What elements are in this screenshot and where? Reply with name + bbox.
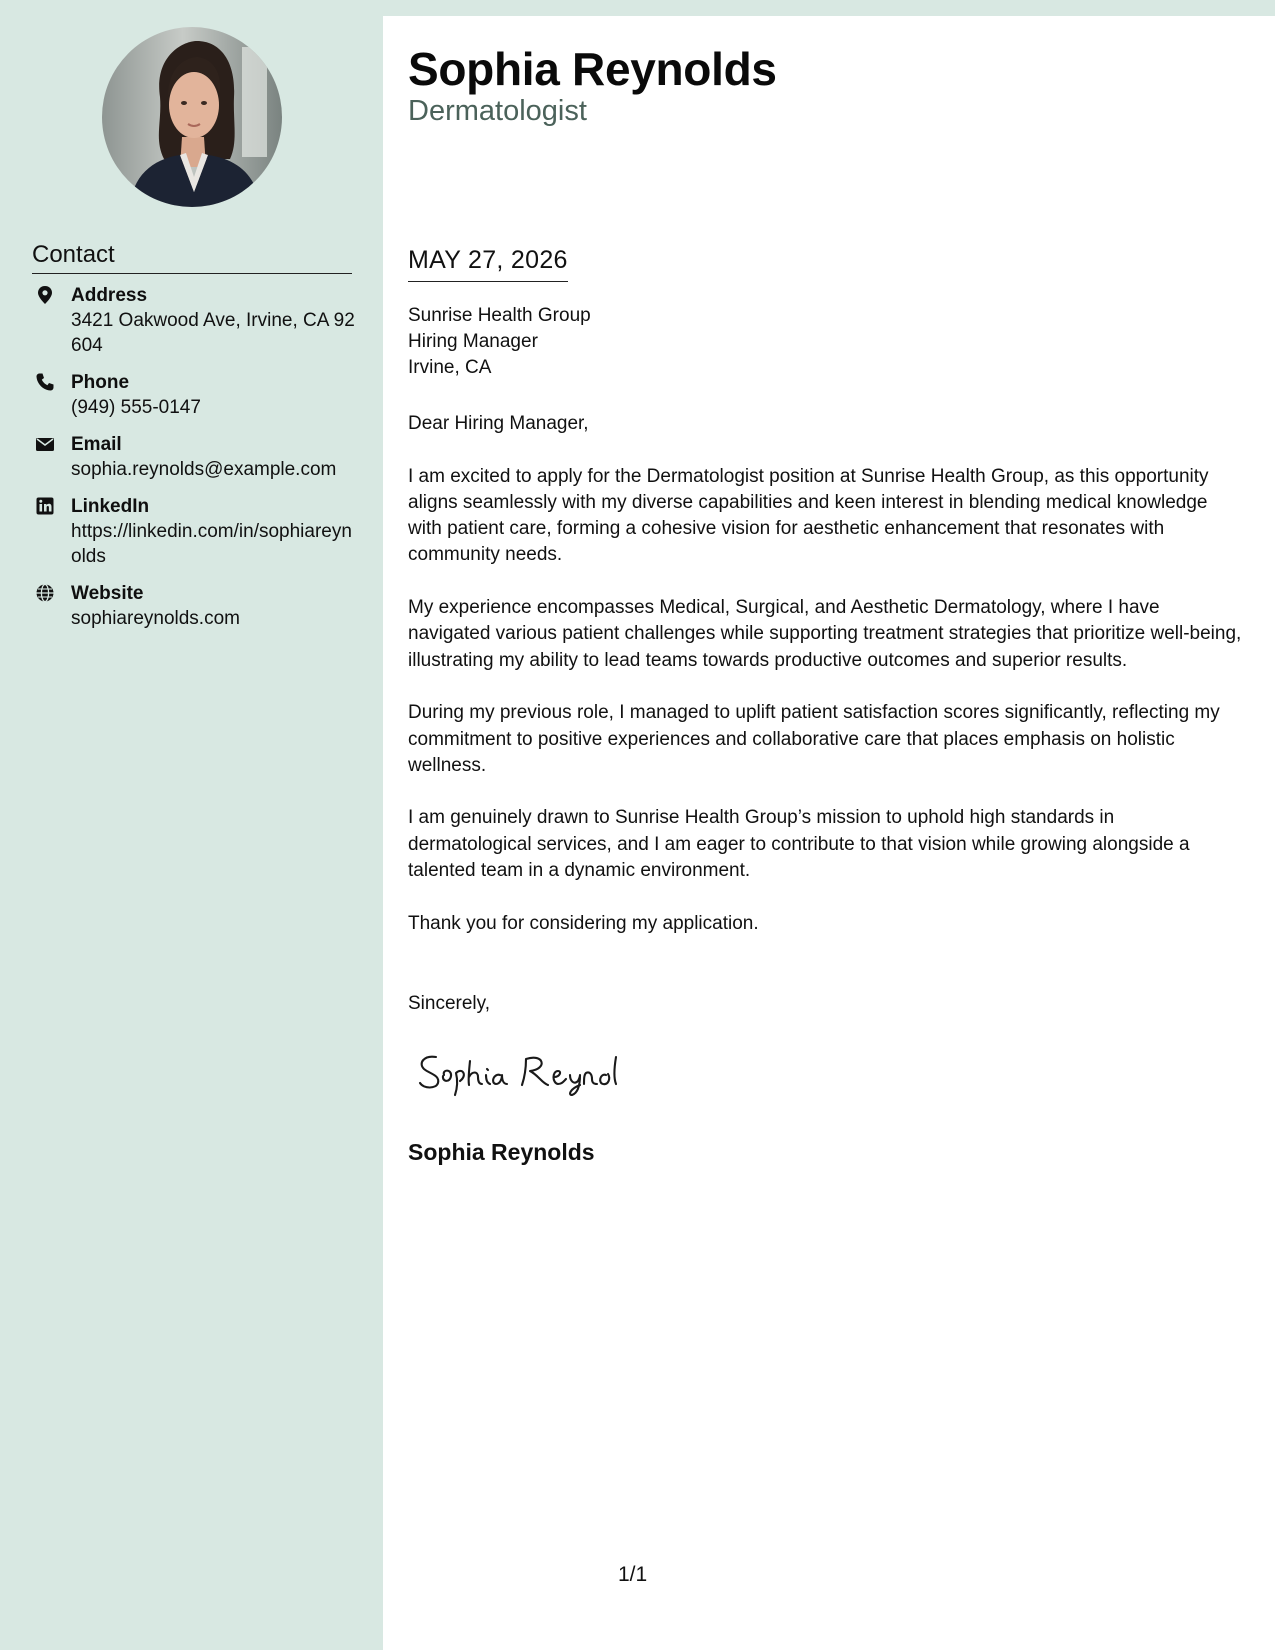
contact-item-website	[32, 581, 357, 631]
address-value: 3421 Oakwood Ave, Irvine, CA 92604	[71, 310, 355, 356]
envelope-icon	[35, 434, 55, 454]
linkedin-value[interactable]: https://linkedin.com/in/sophiareynolds	[71, 521, 352, 567]
letter-panel	[383, 16, 1275, 1650]
applicant-name: Sophia Reynolds	[408, 43, 777, 95]
contact-item-linkedin	[32, 494, 357, 569]
profile-photo	[102, 27, 282, 207]
recipient-company: Sunrise Health Group	[408, 305, 591, 326]
email-label: Email	[71, 434, 122, 455]
recipient-title: Hiring Manager	[408, 331, 538, 352]
recipient-location: Irvine, CA	[408, 357, 492, 378]
sidebar	[0, 0, 383, 1650]
letter-body	[408, 411, 1243, 963]
phone-value: (949) 555-0147	[71, 397, 201, 418]
linkedin-icon	[35, 496, 55, 516]
recipient-block	[408, 303, 1228, 381]
address-label: Address	[71, 285, 148, 306]
contact-item-phone	[32, 370, 357, 420]
map-pin-icon	[35, 285, 55, 305]
body-paragraph-5: Thank you for considering my application.	[408, 912, 759, 934]
phone-label: Phone	[71, 372, 130, 393]
contact-item-email	[32, 432, 357, 482]
contact-item-address	[32, 283, 357, 358]
email-value[interactable]: sophia.reynolds@example.com	[71, 459, 337, 480]
linkedin-label: LinkedIn	[71, 496, 150, 517]
page-number: 1/1	[618, 1563, 648, 1586]
letter-date: MAY 27, 2026	[408, 244, 568, 282]
salutation: Dear Hiring Manager,	[408, 413, 589, 434]
website-label: Website	[71, 583, 144, 604]
contact-list	[32, 283, 357, 643]
phone-icon	[35, 372, 55, 392]
handwritten-signature	[414, 1043, 664, 1098]
job-title: Dermatologist	[408, 95, 587, 127]
body-paragraph-3: During my previous role, I managed to uplift patient satisfaction scores significantly, reflecting my commitment to positive experiences and collaborative care that places emphasis on holistic wellness.	[408, 702, 1220, 776]
contact-heading: Contact	[32, 240, 352, 274]
signed-name: Sophia Reynolds	[408, 1139, 595, 1165]
globe-icon	[35, 583, 55, 603]
closing: Sincerely,	[408, 993, 491, 1014]
body-paragraph-2: My experience encompasses Medical, Surgical, and Aesthetic Dermatology, where I have navigated various patient challenges while supporting treatment strategies that prioritize well-being, illustrating my ability to lead teams towards productive outcomes and superior results.	[408, 597, 1242, 671]
website-value[interactable]: sophiareynolds.com	[71, 608, 240, 629]
body-paragraph-4: I am genuinely drawn to Sunrise Health Group’s mission to uphold high standards in dermatological services, and I am eager to contribute to that vision while growing alongside a talented team in a dynamic environment.	[408, 807, 1190, 882]
body-paragraph-1: I am excited to apply for the Dermatologist position at Sunrise Health Group, as this opportunity aligns seamlessly with my diverse capabilities and keen interest in blending medical knowledge with patient care, forming a cohesive vision for aesthetic enhancement that resonates with community needs.	[408, 465, 1209, 566]
